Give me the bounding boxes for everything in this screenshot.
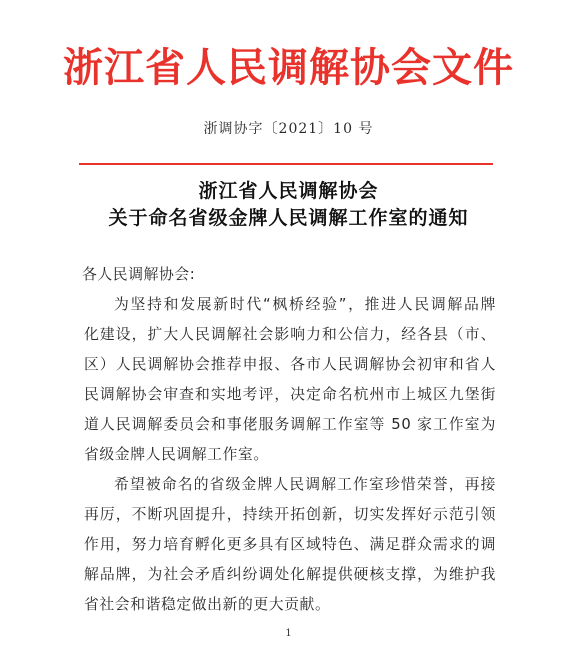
document-body [84, 0, 496, 653]
paragraph-2-line: 省社会和谐稳定做出新的更大贡献。 [84, 596, 331, 613]
paragraph-1-line: 为坚持和发展新时代“枫桥经验”，推进人民调解品牌 [114, 296, 496, 313]
paragraph-1-line: 民调解协会审查和实地考评，决定命名杭州市上城区九堡街 [84, 386, 496, 403]
notice-title-line-2: 关于命名省级金牌人民调解工作室的通知 [108, 207, 469, 229]
paragraph-2-line: 希望被命名的省级金牌人民调解工作室珍惜荣誉，再接 [114, 476, 496, 493]
paragraph-1-line: 区）人民调解协会推荐申报、各市人民调解协会初审和省人 [84, 356, 496, 373]
document-header-title: 浙江省人民调解协会文件 [63, 44, 514, 91]
document-number: 浙调协字〔2021〕10 号 [203, 121, 374, 137]
paragraph-1-line: 省级金牌人民调解工作室。 [84, 446, 269, 463]
notice-title-line-1: 浙江省人民调解协会 [198, 180, 379, 202]
paragraph-2-line: 解品牌，为社会矛盾纠纷调处化解提供硬核支撑，为维护我 [84, 566, 496, 583]
paragraph-2-line: 再厉，不断巩固提升，持续开拓创新，切实发挥好示范引领 [84, 506, 496, 523]
paragraph-2-line: 作用，努力培育孵化更多具有区域特色、满足群众需求的调 [84, 536, 496, 553]
salutation: 各人民调解协会: [82, 266, 196, 283]
paragraph-1-line: 化建设，扩大人民调解社会影响力和公信力，经各县（市、 [84, 326, 496, 343]
page-number: 1 [285, 628, 292, 639]
paragraph-1-line: 道人民调解委员会和事佬服务调解工作室等 50 家工作室为 [84, 416, 496, 433]
